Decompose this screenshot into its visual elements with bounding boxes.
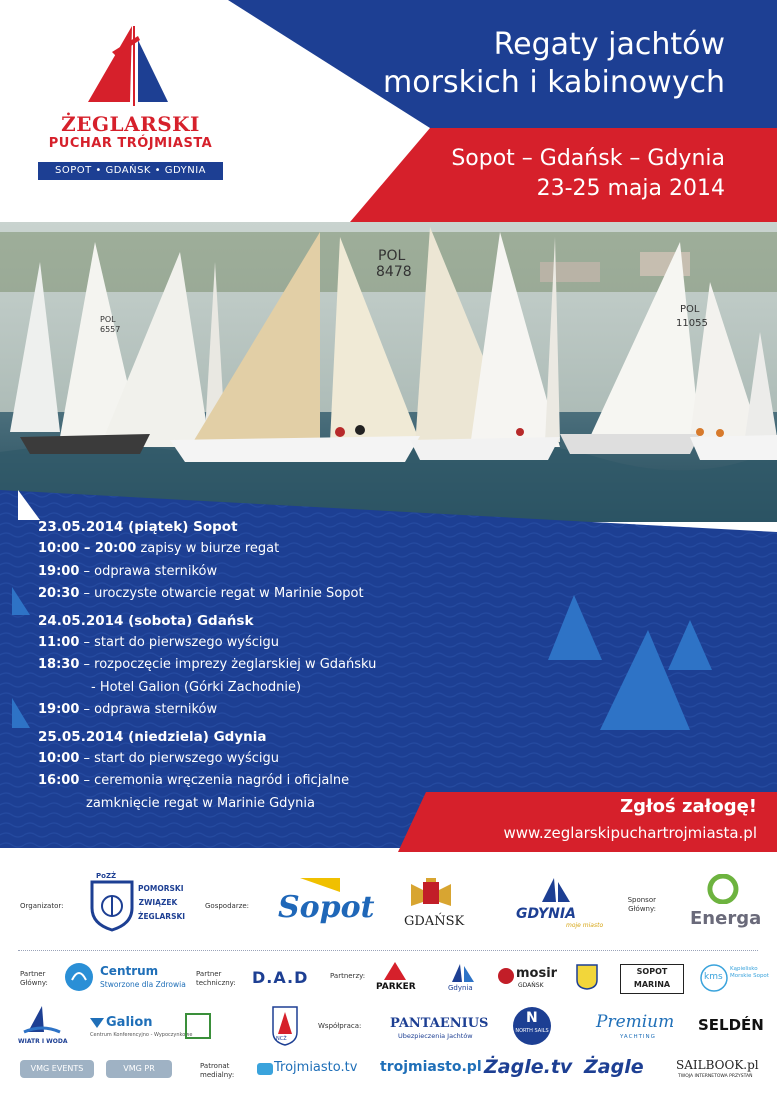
mosir-icon [498, 968, 514, 984]
kms-logo: kms [704, 972, 723, 982]
trojmiasto-pl-logo: trojmiasto.pl [380, 1059, 482, 1075]
day3-item-2: 16:00 – ceremonia wręczenia nagród i oficjalne [38, 773, 350, 788]
pozz-abbr: PoZŻ [96, 872, 117, 880]
city-crest-icon [576, 964, 598, 990]
wiatr-i-woda-logo: WIATR I WODA [18, 1038, 68, 1045]
gdynia-tagline: moje miasto [566, 922, 604, 929]
organizer-label: Organizator: [20, 902, 64, 910]
pozz-crest-icon [88, 872, 136, 932]
event-route: Sopot – Gdańsk – Gdynia [451, 146, 725, 171]
day3-item-1: 10:00 – start do pierwszego wyścigu [38, 750, 280, 766]
divider [18, 950, 758, 951]
logo-cities-strip: SOPOT • GDAŃSK • GDYNIA [38, 162, 223, 180]
sponsors-section [0, 860, 777, 1100]
main-partner-label: Partner Główny: [20, 970, 48, 987]
register-cta-title: Zgłoś załogę! [620, 796, 757, 817]
day1-item-3: 20:30 – uroczyste otwarcie regat w Marinie Sopot [38, 586, 364, 601]
gdynia-sail-icon [538, 878, 572, 904]
logo-name-line1: ŻEGLARSKI [61, 112, 200, 136]
dad-logo: D.A.D [252, 968, 309, 987]
north-sails-mark: N [526, 1010, 538, 1026]
centrum-drop-icon [64, 962, 94, 992]
parker-logo: PARKER [376, 982, 416, 992]
schedule-text [38, 516, 478, 815]
energa-leaf-icon [706, 874, 740, 904]
day2-item-2-continuation: - Hotel Galion (Górki Zachodnie) [91, 679, 302, 695]
event-logo [28, 22, 233, 182]
svg-text:POL: POL [378, 248, 406, 264]
ncz-logo: NCŻ [276, 1036, 287, 1042]
svg-text:11055: 11055 [676, 318, 708, 329]
coscg-icon [184, 1012, 212, 1040]
north-sails-logo: NORTH SAILS [515, 1028, 549, 1034]
website-url[interactable]: www.zeglarskipuchartrojmiasta.pl [503, 824, 757, 842]
event-place-and-dates [345, 144, 725, 204]
day1-heading: 23.05.2014 (piątek) Sopot [38, 519, 238, 535]
sopot-marina-logo: SOPOT MARINA [620, 964, 684, 994]
svg-text:POL: POL [100, 315, 116, 324]
energa-logo: Energa [690, 908, 762, 929]
pantaenius-logo: PANTAENIUS [390, 1016, 489, 1031]
zagle-logo: Żagle [584, 1056, 644, 1078]
cooperation-label: Współpraca: [318, 1022, 362, 1030]
event-dates: 23-25 maja 2014 [536, 176, 725, 201]
svg-text:8478: 8478 [376, 264, 412, 280]
vmg-events-logo: VMG EVENTS [20, 1060, 94, 1078]
tech-partner-label: Partner techniczny: [196, 970, 236, 987]
galion-logo: Galion [106, 1015, 153, 1030]
poster-header [0, 0, 777, 230]
zagle-tv-logo: Żagle.tv [484, 1056, 573, 1078]
sopot-logo: Sopot [278, 890, 375, 925]
day2-item-3: 19:00 – odprawa sterników [38, 702, 218, 717]
centrum-logo: Centrum [100, 964, 159, 978]
svg-text:6557: 6557 [100, 325, 121, 334]
kms-tagline: Kąpielisko Morskie Sopot [730, 966, 769, 979]
trojmiasto-tv-icon [256, 1062, 274, 1076]
gdynia-logo: GDYNIA [516, 906, 576, 922]
wiatr-i-woda-icon [22, 1006, 62, 1036]
logo-name-line2: PUCHAR TRÓJMIASTA [48, 136, 213, 151]
premium-logo: Premium [596, 1012, 675, 1032]
day2-heading: 24.05.2014 (sobota) Gdańsk [38, 612, 254, 629]
galion-sail-icon [90, 1018, 104, 1028]
pozz-name: POMORSKI ZWIĄZEK ŻEGLARSKI [138, 884, 186, 921]
galion-tagline: Centrum Konferencyjno - Wypoczynkowe [90, 1032, 193, 1038]
mosir-city: GDAŃSK [518, 982, 544, 989]
gdynia-small-icon [448, 964, 478, 982]
centrum-tagline: Stworzone dla Zdrowia [100, 980, 186, 989]
parker-icon [384, 962, 406, 980]
sailboats-illustration [0, 222, 777, 522]
media-patron-label: Patronat medialny: [200, 1062, 235, 1079]
day3-item-2-continuation: zamknięcie regat w Marinie Gdynia [86, 795, 315, 811]
mosir-logo: mosir [516, 966, 558, 981]
day3-heading: 25.05.2014 (niedziela) Gdynia [38, 728, 267, 745]
gdynia-small-logo: Gdynia [448, 984, 473, 992]
day2-item-2: 18:30 – rozpoczęcie imprezy żeglarskiej w Gdańsku [38, 657, 377, 672]
regatta-photo [0, 222, 777, 522]
pantaenius-tagline: Ubezpieczenia Jachtów [398, 1032, 473, 1040]
main-sponsor-label: Sponsor Główny: [627, 896, 656, 913]
vmg-pr-logo: VMG PR [106, 1060, 172, 1078]
gdansk-crest-icon [406, 878, 456, 912]
premium-tagline: YACHTING [620, 1034, 656, 1040]
partners-label: Partnerzy: [330, 972, 366, 980]
sail-logo-icon [28, 22, 233, 114]
sailbook-logo: SAILBOOK.pl [676, 1058, 759, 1072]
event-title: Regaty jachtów morskich i kabinowych [383, 27, 725, 100]
selden-logo: SELDÉN [698, 1016, 764, 1034]
trojmiasto-tv-logo: Trojmiasto.tv [274, 1060, 358, 1075]
hosts-label: Gospodarze: [205, 902, 250, 910]
gdansk-logo: GDAŃSK [404, 914, 465, 929]
svg-text:POL: POL [680, 304, 700, 315]
day2-item-1: 11:00 – start do pierwszego wyścigu [38, 634, 280, 650]
day1-item-2: 19:00 – odprawa sterników [38, 563, 218, 579]
sailbook-tagline: TWOJA INTERNETOWA PRZYSTAŃ [678, 1074, 753, 1079]
day1-item-1: 10:00 – 20:00 zapisy w biurze regat [38, 541, 280, 556]
